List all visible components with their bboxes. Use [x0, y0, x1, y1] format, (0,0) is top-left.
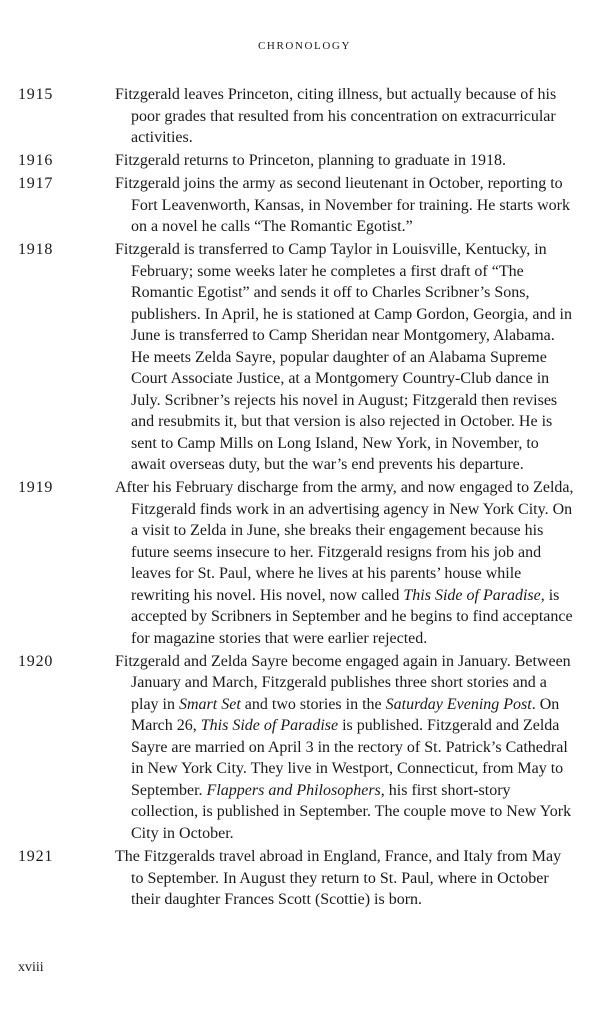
book-title: This Side of Paradise	[200, 717, 339, 735]
entry-year: 1919	[18, 479, 54, 497]
running-head: CHRONOLOGY	[258, 40, 351, 52]
chronology-entry	[0, 173, 609, 238]
chronology-entry	[0, 651, 609, 845]
text-segment: Fitzgerald leaves Princeton, citing illness, but actually because of his poor grades that resulted from his concentration on extracurricular activities.	[115, 86, 557, 146]
entry-year: 1915	[18, 86, 54, 103]
text-segment: is published. Fitzgerald and Zelda Sayre are married on April 3 in the rectory of St. Patrick’s Cathedral in New York City. They live in Westport, Connecticut, from May to September.	[131, 717, 568, 799]
text-segment: Fitzgerald is transferred to Camp Taylor in Louisville, Kentucky, in February; some weeks later he completes a first draft of “The Romantic Egotist” and sends it off to Charles Scribner’s Sons, publishers. In April, he is stationed at Camp Gordon, Georgia, and in June is transferred to Camp Sheridan near Montgomery, Alabama. He meets Zelda Sayre, popular daughter of an Alabama Supreme Court Associate Justice, at a Montgomery Country-Club dance in July. Scribner’s rejects his novel in August; Fitzgerald then revises and resubmits it, but that version is also rejected in October. He is sent to Camp Mills on Long Island, New York, in November, to await overseas duty, but the war’s end prevents his departure.	[115, 241, 572, 474]
entry-year: 1917	[18, 175, 54, 193]
entry-year: 1918	[18, 241, 54, 259]
text-segment: Fitzgerald and Zelda Sayre become engaged again in January. Between January and March, Fitzgerald publishes three short stories and a play in	[115, 652, 571, 713]
entry-year: 1916	[18, 152, 54, 170]
entry-text	[115, 477, 577, 649]
magazine-title: Saturday Evening Post	[385, 695, 532, 713]
entry-text	[115, 84, 577, 149]
chronology-entry	[0, 477, 609, 649]
entry-text	[115, 173, 577, 238]
text-segment: . On March 26,	[131, 695, 560, 735]
book-title: This Side of Paradise	[403, 586, 541, 604]
text-segment: , is accepted by Scribners in September and he begins to find acceptance for magazine stories that were earlier rejected.	[131, 586, 573, 647]
chronology-entry	[0, 846, 609, 911]
text-segment: and two stories in the	[240, 695, 386, 713]
text-segment: Fitzgerald joins the army as second lieutenant in October, reporting to Fort Leavenworth, Kansas, in November for training. He starts work on a novel he calls “The Romantic Egotist.”	[115, 175, 570, 236]
text-segment: , his first short-story collection, is published in September. The couple move to New York City in October.	[131, 781, 572, 842]
page-number: xviii	[18, 960, 44, 975]
text-segment: After his February discharge from the army, and now engaged to Zelda, Fitzgerald finds work in an advertising agency in New York City. On a visit to Zelda in June, she breaks their engagement because his future seems insecure to her. Fitzgerald resigns from his job and leaves for St. Paul, where he lives at his parents’ house while rewriting his novel. His novel, now called	[115, 479, 574, 604]
chronology-list	[0, 84, 609, 912]
text-segment: Fitzgerald returns to Princeton, planning to graduate in 1918.	[115, 152, 507, 170]
text-segment: The Fitzgeralds travel abroad in England, France, and Italy from May to September. In August they return to St. Paul, where in October their daughter Frances Scott (Scottie) is born.	[115, 848, 562, 909]
chronology-entry	[0, 239, 609, 476]
entry-text	[115, 846, 577, 911]
entry-text	[115, 150, 577, 172]
chronology-entry	[0, 84, 609, 149]
entry-text	[115, 651, 577, 845]
book-title: Flappers and Philosophers	[206, 781, 381, 799]
chronology-entry	[0, 150, 609, 172]
entry-year: 1920	[18, 652, 54, 670]
entry-text	[115, 239, 577, 476]
entry-year: 1921	[18, 848, 54, 866]
magazine-title: Smart Set	[179, 695, 241, 713]
